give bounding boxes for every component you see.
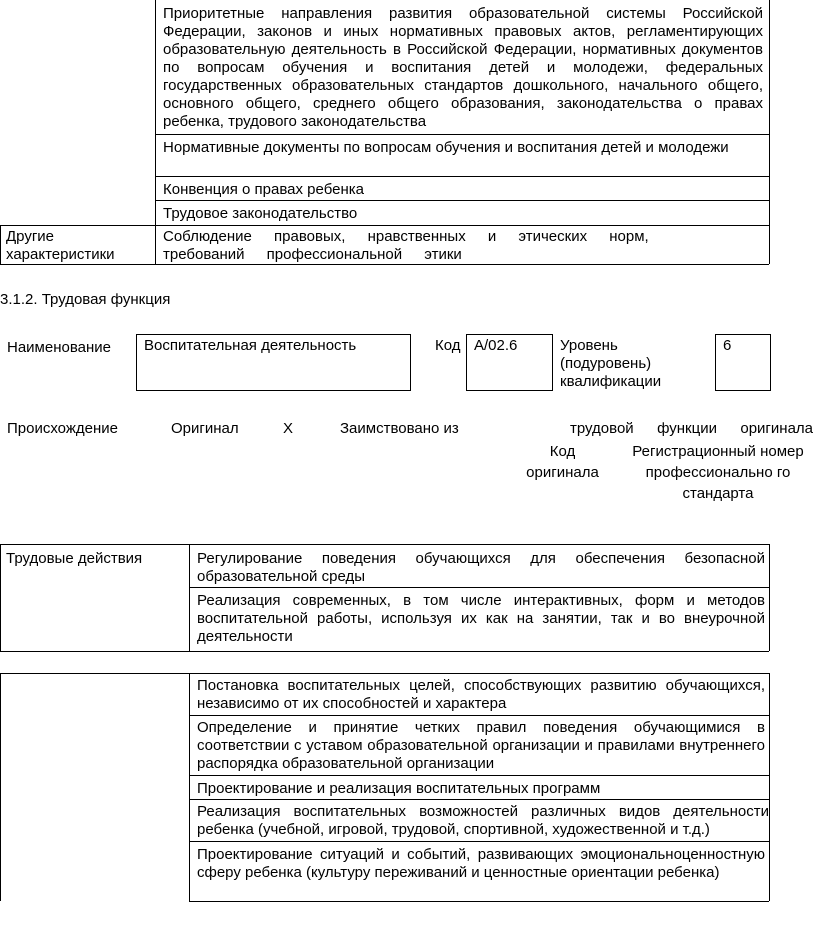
origin-label: Происхождение	[7, 420, 118, 437]
section-heading: 3.1.2. Трудовая функция	[0, 291, 171, 308]
level-value: 6	[723, 337, 732, 354]
action-item: Определение и принятие четких правил поведения обучающимися в соответствии с уставом образовательной организации и правилами внутреннего распорядка образовательной организации	[197, 719, 765, 772]
level-value-box	[715, 334, 771, 391]
origin-borrowed: Заимствовано из	[340, 420, 459, 437]
knowledge-row-1: Приоритетные направления развития образовательной системы Российской Федерации, законов и иных нормативных правовых актов, регламентирующих образовательную деятельность в Российской Федерации, нормативных документов по вопросам обучения и воспитания детей и молодежи, федеральных государственных образовательных стандартов дошкольного, начального общего, основного общего, среднего общего образования, законодательства о правах ребенка, трудового законодательства	[163, 5, 763, 130]
origin-mark: Х	[283, 420, 294, 437]
action-item: Реализация воспитательных возможностей различных видов деятельности ребенка (учебной, игровой, трудовой, спортивной, художественной и т.д.)	[197, 803, 769, 838]
action-item: Постановка воспитательных целей, способствующих развитию обучающихся, независимо от их способностей и характера	[197, 677, 765, 712]
action-item: Проектирование ситуаций и событий, развивающих эмоциональноценностную сферу ребенка (культуру переживаний и ценностные ориентации ребенка)	[197, 846, 765, 881]
other-characteristics-value: Соблюдение правовых, нравственных и этических норм, требований профессиональной этики	[163, 228, 649, 263]
origin-original: Оригинал	[171, 420, 239, 437]
origin-reg-number: Регистрационный номер профессионально го стандарта	[632, 443, 804, 502]
name-value: Воспитательная деятельность	[144, 337, 357, 354]
knowledge-row-4: Трудовое законодательство	[163, 205, 358, 222]
action-item: Реализация современных, в том числе интерактивных, форм и методов воспитательной работы, используя их как на занятии, так и во внеурочной деятельности	[197, 592, 765, 645]
name-value-box	[136, 334, 411, 391]
code-value-box	[466, 334, 553, 391]
name-label: Наименование	[7, 339, 111, 356]
code-label: Код	[435, 337, 461, 354]
action-item: Проектирование и реализация воспитательных программ	[197, 780, 601, 797]
knowledge-row-3: Конвенция о правах ребенка	[163, 181, 364, 198]
action-item: Регулирование поведения обучающихся для обеспечения безопасной образовательной среды	[197, 550, 765, 585]
actions-label: Трудовые действия	[6, 550, 143, 567]
origin-code-original: Код оригинала	[526, 443, 599, 481]
other-characteristics-label: Другие характеристики	[6, 228, 115, 263]
level-label: Уровень (подуровень) квалификации	[560, 337, 662, 390]
code-value: А/02.6	[474, 337, 518, 354]
knowledge-row-2: Нормативные документы по вопросам обучения и воспитания детей и молодежи	[163, 139, 729, 156]
origin-code-header: трудовой функции оригинала	[570, 420, 813, 437]
